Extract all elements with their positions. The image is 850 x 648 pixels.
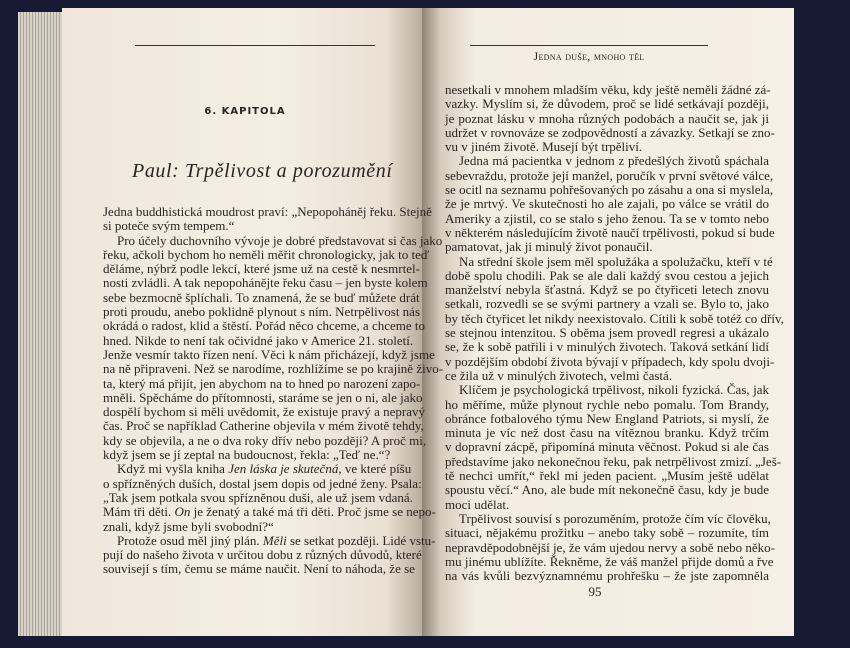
text-segment: Mám tři děti. [103,504,175,520]
text-segment: Jedna má pacientka v jednom z předešlých životů spáchala [459,153,769,169]
text-line [445,212,769,226]
text-line [445,269,769,283]
text-line [103,520,400,534]
text-line [103,261,420,277]
text-segment: se setkat později. Lidé vstu- [286,532,436,548]
text-line [103,448,400,462]
text-segment: je poznat lásku v mnoha různých podobách a naučit se, jak ji [445,110,769,126]
text-line [445,253,773,269]
italic-text: Měli [262,532,287,548]
text-line [445,140,769,154]
text-segment: když jsem se jí zeptal na budoucnost, řekla: „Teď ne.“? [103,447,391,463]
text-segment: Když mi vyšla kniha [117,461,229,477]
text-line [445,326,769,340]
text-line [103,489,413,505]
text-segment: proti proudu, anebo poklidně plynout s ním. Netrpělivost nás [103,304,421,320]
text-line [103,404,426,420]
text-line [445,283,769,297]
text-line [103,246,430,262]
italic-text: Jen láska je skutečná [228,461,339,477]
text-segment: Pro účely duchovního vývoje je dobré představovat si čas jako [117,232,443,248]
text-segment: v pozdějším období života bývají v případech, kdy spolu dvoji- [445,353,775,369]
text-segment: na ně připraveni. Než se narodíme, rozhlížíme se po krajině živo- [103,361,444,377]
text-line [445,553,774,569]
text-segment: udržet v rovnováze se zodpovědností a závazky. Setkají se zno- [445,124,775,140]
text-line [445,154,769,168]
text-line [103,504,436,520]
text-segment: vu v jiném životě. Musejí být trpěliví. [445,139,643,155]
text-segment: nepravděpodobnější je, že vám ujedou nervy a sobě nebo něko- [445,539,775,555]
text-segment: že je mrtvý. Ve skutečnosti ho ale zajali, po válce se vrátil do [445,196,769,212]
text-line [103,361,444,377]
text-segment: představíme jako nekonečnou řeku, pak netrpělivost zmizí. „Ješ- [445,453,782,469]
text-segment: kdy se objevila, a ne o dva roky dřív nebo později? A proč mi, [103,432,427,448]
text-segment: Na střední škole jsem měl spolužáka a spolužačku, kteří v té [459,253,773,269]
text-line [445,539,775,555]
text-segment: obránce fotbalového týmu New England Patriots, si myslí, že [445,410,769,426]
text-line [445,83,769,97]
text-segment: hned. Nikde to není tak očividné jako v Americe 21. století. [103,332,414,348]
text-segment: , ve které píšu [338,461,412,477]
text-segment: Jedna buddhistická moudrost praví: „Nepopoháněj řeku. Stejně [103,204,432,219]
text-segment: Ameriky a zjistil, co se stalo s jeho ženou. Ta se v tomto nebo [445,210,769,226]
text-segment: souvisejí s tím, čemu se máme naučit. Není to náhoda, že se [103,561,415,577]
text-line [445,310,784,326]
text-line [103,318,425,334]
text-line [445,112,769,126]
text-line [445,353,775,369]
text-line [445,182,774,198]
text-line [103,275,428,291]
text-line [103,289,420,305]
chapter-title: Paul: Trpělivost a porozumění [132,160,393,182]
text-line [445,297,769,311]
text-segment: si poteče svým tempem.“ [103,218,235,234]
running-head: Jedna duše, mnoho těl [533,49,645,63]
text-line [445,483,769,497]
text-line [445,453,782,469]
text-segment: tě nechci umřít,“ řekl mi jeden pacient. „Musím ještě udělat [445,468,769,484]
text-segment: v dopravní zácpě, připomíná minuta věčnost. Pokud si ale čas [445,439,769,455]
text-segment: pamatovat, jak ji minulý život ponaučil. [445,239,653,255]
text-segment: ta, který má přijít, jen abychom na to hned po narození zapo- [103,375,421,391]
text-line [445,340,769,354]
text-line [445,426,769,440]
text-line [103,418,424,434]
text-line [103,346,435,362]
text-segment: se ocitl na seznamu pohřešovaných po zásahu a ona si myslela, [445,182,774,198]
left-page-body [103,204,444,577]
text-line [445,383,769,397]
text-segment: manželství nebyla šťastná. Když se po čtyřiceti letech znovu [445,282,769,298]
text-line [445,124,775,140]
text-segment: se, že k sobě patřili i v minulých životech. Taková setkání lidí [445,339,769,355]
text-line [103,461,412,477]
text-line [445,197,769,211]
text-line [445,440,769,454]
text-segment: sebevraždu, protože její manžel, poručík v první světové válce, [445,167,774,183]
text-segment: okrádá o radost, klid a štěstí. Pořád něco chceme, a chceme to [103,318,425,334]
text-segment: nosti zvládli. A tak nepopohánějte řeku času – jen byste kolem [103,275,428,291]
text-segment: děláme, nýbrž podle lekcí, které jsme už na cestě k nesmrtel- [103,261,420,277]
text-line [445,469,769,483]
text-line [445,498,769,512]
text-line [103,219,400,233]
text-segment: ce žila už v minulých životech, velmi častá. [445,367,673,383]
text-line [445,512,769,526]
text-segment: Trpělivost souvisí s porozuměním, protože čím víc člověku, [459,510,771,526]
right-page-body [445,82,784,584]
text-segment: Jenže vesmír takto řízen není. Věci k nám přicházejí, když jsme [103,346,435,362]
text-line [103,304,421,320]
text-segment: Klíčem je psychologická trpělivost, nikoli fyzická. Čas, jak [459,382,769,398]
text-line [445,412,769,426]
text-line [103,475,422,491]
header-rule-left [135,45,375,46]
text-line [103,561,415,577]
text-line [103,547,422,563]
text-line [445,569,769,583]
text-segment: spoustu věcí.“ Ano, ale bude mít nekonečně času, kdy je bude [445,482,769,498]
text-segment: je ženatý a také má tři děti. Proč jsme se nepo- [190,504,436,520]
text-line [103,532,436,548]
text-line [103,332,414,348]
header-rule-right [470,45,708,46]
text-line [445,224,775,240]
text-line [445,398,769,412]
text-segment: moci udělat. [445,496,510,512]
text-segment: minuta je víc než dost času na vítěznou branku. Když trčím [445,425,769,441]
italic-text: On [174,504,191,520]
text-segment: by těch čtyřicet let nikdy neexistovalo. Cítili k sobě totéž co dřív, [445,310,784,326]
text-segment: situaci, nějakému prožitku – anebo taky sobě – rozumíte, tím [445,525,769,541]
text-line [445,240,769,254]
text-segment: ho měříme, může plynout rychle nebo pomalu. Tom Brandy, [445,396,769,412]
text-line [445,369,769,383]
text-segment: mněli. Spěcháme do přítomnosti, staráme se jen o ni, ale jako [103,389,423,405]
text-line [103,204,432,219]
text-segment: znali, když jsme byli svobodní?“ [103,518,274,534]
text-line [445,167,774,183]
text-line [103,375,421,391]
text-line [445,97,769,111]
text-segment: nesetkali v mnohem mladším věku, kdy ještě neměli žádné zá- [445,82,771,97]
chapter-label: 6. KAPITOLA [204,106,286,117]
text-segment: době spolu chodili. Pak se ale dali každý svou cestou a jejich [445,267,769,283]
text-segment: na vás kvůli bezvýznamnému prohřešku – že jste zapomněla [445,568,769,584]
text-segment: o spřízněných duších, dostal jsem dopis od jedné ženy. Psala: [103,475,422,491]
text-line [103,432,427,448]
text-segment: pují do našeho života v určitou dobu z různých důvodů, které [103,547,422,563]
text-segment: čas. Proč se například Catherine objevila v mém životě tehdy, [103,418,424,434]
page-stack-edges [18,12,68,636]
text-line [103,232,443,248]
text-segment: „Tak jsem potkala svou spřízněnou duši, ale už jsem vdaná. [103,489,413,505]
text-segment: Protože osud měl jiný plán. [117,532,263,548]
text-line [445,526,769,540]
text-line [103,389,423,405]
text-segment: sebe bezmocně šplíchali. To znamená, že se buď můžete drát [103,289,420,305]
text-segment: se stejnou intenzitou. S oběma jsem provedl regresi a ukázalo [445,325,769,341]
text-segment: vazky. Myslím si, že důvodem, proč se lidé setkávají později, [445,96,769,112]
text-segment: řeku, ačkoli bychom ho neměli měřit chronologicky, jak to teď [103,246,430,262]
text-segment: dospělí bychom si měli uvědomit, že existuje pravý a nepravý [103,404,426,420]
page-number: 95 [588,584,602,599]
text-segment: v některém následujícím životě naučí trpělivosti, pokud si bude [445,224,775,240]
text-segment: mu jinému ublížíte. Řekněme, že váš manžel přijde domů a řve [445,553,774,569]
text-segment: setkali, rozvedli se se svými partnery a vzali se. Bylo to, jako [445,296,769,312]
